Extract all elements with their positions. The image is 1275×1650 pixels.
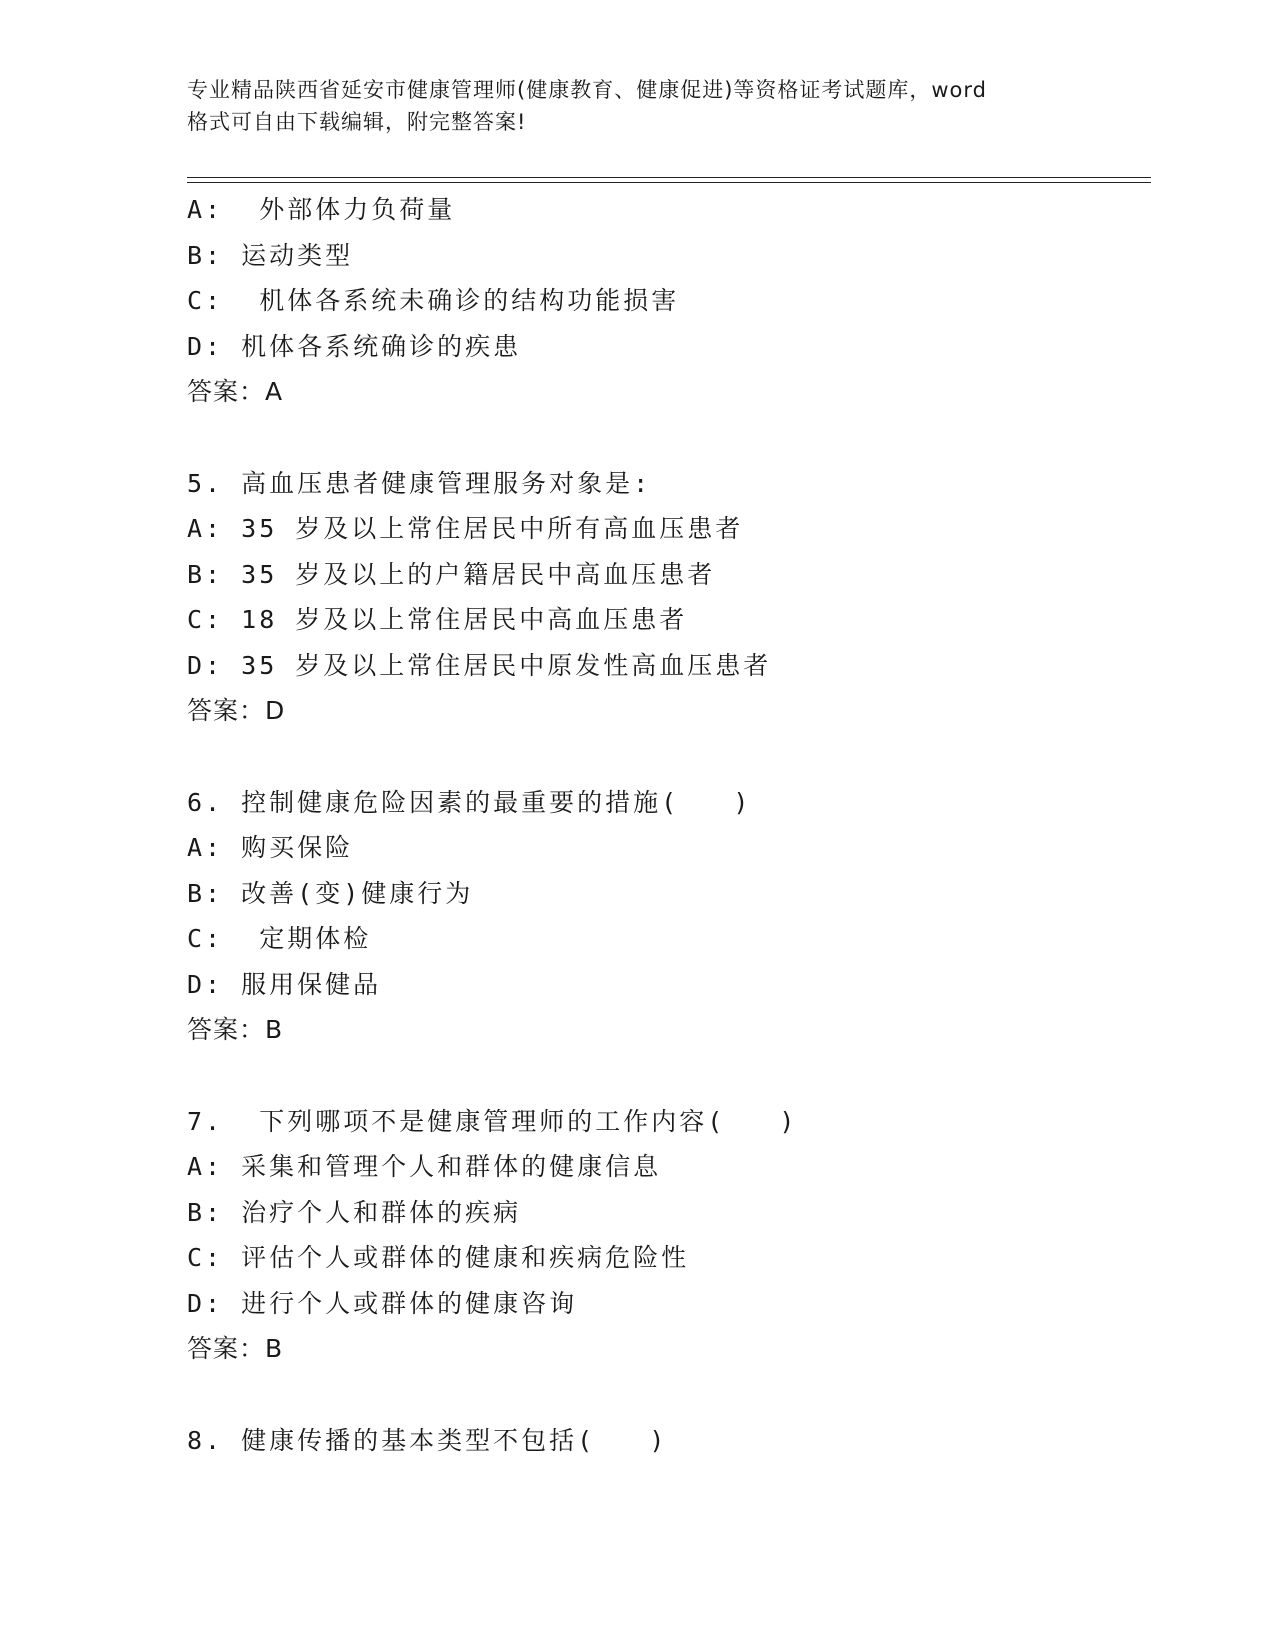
question-7: [187, 1099, 1147, 1372]
option-a: A: 外部体力负荷量: [187, 195, 456, 224]
question-stem: 8. 健康传播的基本类型不包括( ): [187, 1425, 668, 1455]
option-a: A: 采集和管理个人和群体的健康信息: [187, 1152, 662, 1181]
option-c: C: 评估个人或群体的健康和疾病危险性: [187, 1243, 690, 1272]
option-d: D: 进行个人或群体的健康咨询: [187, 1288, 578, 1318]
option-d: D: 服用保健品: [187, 969, 382, 999]
option-b: B: 改善(变)健康行为: [187, 878, 474, 908]
question-5: [187, 461, 1147, 734]
option-c: C: 定期体检: [187, 924, 372, 953]
option-b: B: 治疗个人和群体的疾病: [187, 1197, 522, 1227]
option-b: B: 运动类型: [187, 240, 354, 270]
question-list: [187, 187, 1147, 1463]
answer: 答案：A: [187, 377, 284, 406]
question-stem: 5. 高血压患者健康管理服务对象是:: [187, 468, 652, 498]
option-c: C: 机体各系统未确诊的结构功能损害: [187, 286, 680, 315]
header-divider-bottom: [187, 182, 1151, 183]
question-8: [187, 1418, 1147, 1464]
option-c: C: 18 岁及以上常住居民中高血压患者: [187, 605, 688, 634]
option-a: A: 购买保险: [187, 833, 354, 862]
option-d: D: 机体各系统确诊的疾患: [187, 331, 522, 361]
header-divider-top: [187, 177, 1151, 178]
header-line-1: 专业精品陕西省延安市健康管理师(健康教育、健康促进)等资格证考试题库，word: [187, 78, 988, 102]
option-b: B: 35 岁及以上的户籍居民中高血压患者: [187, 559, 716, 589]
header-line-2: 格式可自由下载编辑，附完整答案!: [187, 110, 527, 134]
question-6: [187, 780, 1147, 1053]
option-d: D: 35 岁及以上常住居民中原发性高血压患者: [187, 650, 772, 680]
question-stem: 7. 下列哪项不是健康管理师的工作内容( ): [187, 1106, 798, 1136]
document-header: [187, 74, 1087, 138]
answer: 答案：B: [187, 1015, 284, 1044]
question-4: [187, 187, 1147, 415]
option-a: A: 35 岁及以上常住居民中所有高血压患者: [187, 514, 744, 543]
answer: 答案：B: [187, 1334, 284, 1363]
answer: 答案：D: [187, 696, 286, 725]
question-stem: 6. 控制健康危险因素的最重要的措施( ): [187, 787, 752, 817]
